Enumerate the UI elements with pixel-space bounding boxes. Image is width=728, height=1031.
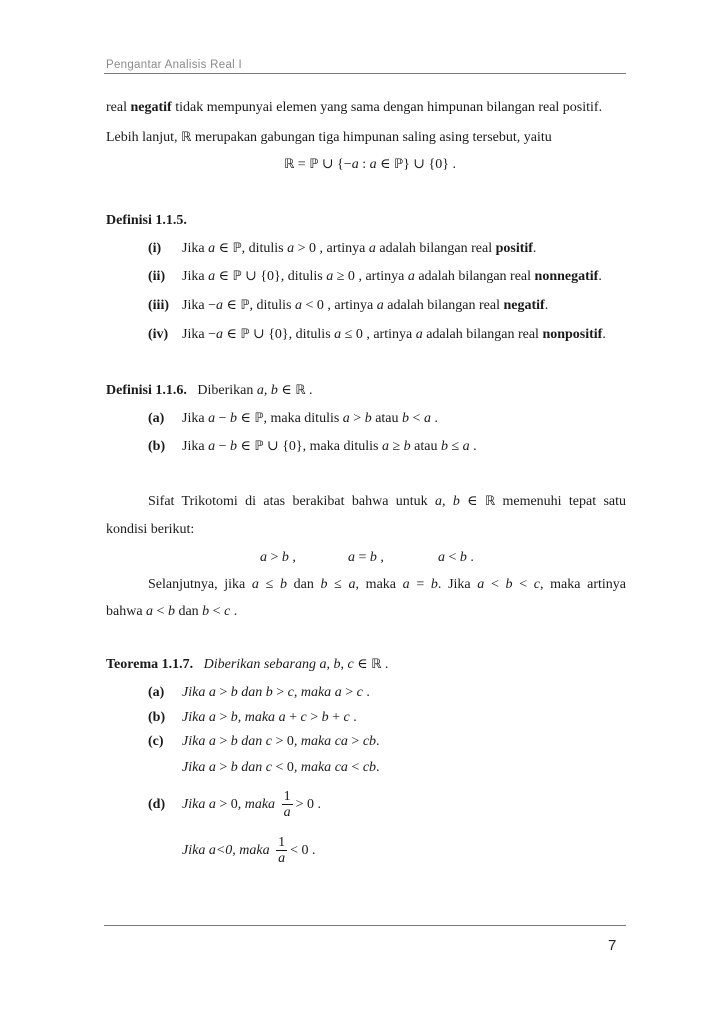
term-nonnegatif: nonnegatif — [534, 269, 599, 284]
trichotomy-cases: a > b , — [260, 550, 296, 565]
thm-item-d-second: Jika a<0, maka $\frac{1}{a}$ < 0 . — [182, 835, 316, 867]
union-formula: ℝ = ℙ ∪ {−a : a ∈ ℙ} ∪ {0} . — [284, 157, 456, 172]
def116-item-a: Jika a − b ∈ ℙ, maka ditulis a > b atau b < a . — [182, 411, 438, 426]
def115-item-label: (i) — [148, 241, 162, 256]
thm-item-label: (a) — [148, 685, 165, 700]
trichotomy-cases: a < b . — [438, 550, 474, 565]
def-1-1-5-title: Definisi 1.1.5. — [106, 213, 187, 228]
thm-item-c: Jika a > b dan c > 0, maka ca > cb. — [182, 734, 380, 749]
thm-1-1-7-header: Teorema 1.1.7. Diberikan sebarang a, b, c ∈ ℝ . — [106, 657, 389, 672]
term-nonpositif: nonpositif — [542, 327, 603, 342]
def116-item-label: (a) — [148, 411, 165, 426]
def115-item-i: Jika a ∈ ℙ, ditulis a > 0 , artinya a adalah bilangan real positif. — [182, 241, 537, 256]
symbol-reals: ℝ — [181, 130, 192, 145]
def115-item-label: (iv) — [148, 327, 169, 342]
thm-item-a: Jika a > b dan b > c, maka a > c . — [182, 685, 370, 700]
term-positif: positif — [495, 241, 533, 256]
thm-item-d: Jika a > 0, maka $\frac{1}{a}$ > 0 . — [182, 789, 321, 821]
thm-item-b: Jika a > b, maka a + c > b + c . — [182, 710, 357, 725]
def115-item-iv: Jika −a ∈ ℙ ∪ {0}, ditulis a ≤ 0 , artinya a adalah bilangan real nonpositif. — [182, 327, 606, 342]
def115-item-ii: Jika a ∈ ℙ ∪ {0}, ditulis a ≥ 0 , artinya a adalah bilangan real nonnegatif. — [182, 269, 602, 284]
thm-1-1-7-title: Teorema 1.1.7. — [106, 657, 194, 672]
bahwa-line: bahwa a < b dan b < c . — [106, 604, 238, 619]
thm-item-label: (c) — [148, 734, 164, 749]
def-1-1-6-header: Definisi 1.1.6. Diberikan a, b ∈ ℝ . — [106, 383, 313, 398]
def116-item-label: (b) — [148, 439, 166, 454]
intro-line-1 — [106, 100, 602, 116]
selanjutnya-line: Selanjutnya, jika a ≤ b dan b ≤ a, maka a = b. Jika a < b < c, maka artinya — [148, 577, 627, 592]
header-rule — [104, 73, 626, 74]
def116-item-b: Jika a − b ∈ ℙ ∪ {0}, maka ditulis a ≥ b atau b ≤ a . — [182, 439, 477, 454]
intro-text: merupakan gabungan tiga himpunan saling asing tersebut, yaitu — [191, 130, 552, 145]
running-header: Pengantar Analisis Real I — [106, 59, 242, 71]
thm-item-label: (b) — [148, 710, 166, 725]
trichotomy-line-2: kondisi berikut: — [106, 522, 195, 537]
intro-line-2 — [106, 130, 552, 146]
thm-item-c-second: Jika a > b dan c < 0, maka ca < cb. — [182, 760, 380, 775]
intro-text: Lebih lanjut, — [106, 130, 182, 145]
trichotomy-cases: a = b , — [348, 550, 384, 565]
intro-text: real — [106, 100, 131, 115]
term-negatif: negatif — [503, 298, 545, 313]
trichotomy-line-1: Sifat Trikotomi di atas berakibat bahwa untuk a, b ∈ ℝ memenuhi tepat satu — [148, 494, 626, 509]
footer-rule — [104, 925, 626, 926]
def115-item-label: (ii) — [148, 269, 166, 284]
page-number: 7 — [608, 937, 617, 954]
term-negatif: negatif — [130, 100, 172, 115]
def115-item-label: (iii) — [148, 298, 169, 313]
thm-item-label: (d) — [148, 797, 166, 812]
def-1-1-6-title: Definisi 1.1.6. — [106, 383, 187, 398]
def115-item-iii: Jika −a ∈ ℙ, ditulis a < 0 , artinya a adalah bilangan real negatif. — [182, 298, 549, 313]
intro-text: tidak mempunyai elemen yang sama dengan himpunan bilangan real positif. — [171, 100, 603, 115]
